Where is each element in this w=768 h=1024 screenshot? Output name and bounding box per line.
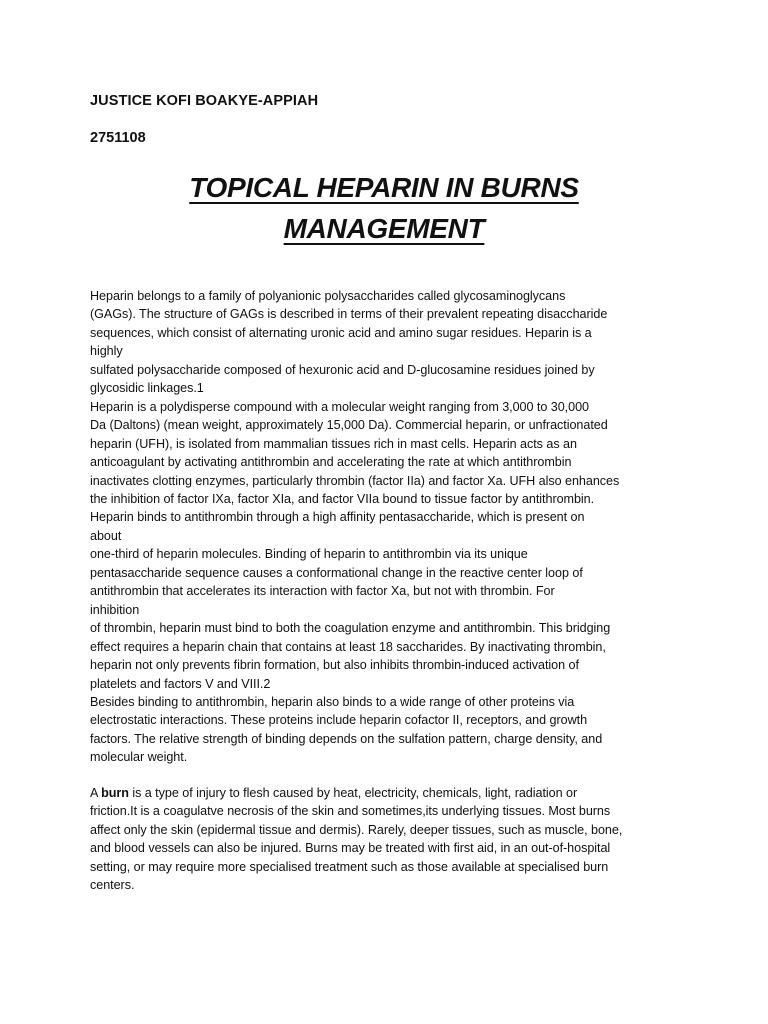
text-line: about xyxy=(90,528,122,543)
text-line: heparin not only prevents fibrin formation, but also inhibits thrombin-induced activation of xyxy=(90,658,579,673)
burn-prefix: A xyxy=(90,786,102,800)
text-line: Heparin belongs to a family of polyanionic polysaccharides called glycosaminoglycans xyxy=(90,289,566,303)
text-line: Besides binding to antithrombin, heparin also binds to a wide range of other proteins via xyxy=(90,694,575,709)
student-id: 2751108 xyxy=(90,130,146,146)
text-line: platelets and factors V and VIII.2 xyxy=(90,676,271,691)
text-line: Heparin binds to antithrombin through a high affinity pentasaccharide, which is present on xyxy=(90,510,585,525)
text-line: pentasaccharide sequence causes a conformational change in the reactive center loop of xyxy=(90,565,583,580)
text-line: glycosidic linkages.1 xyxy=(90,381,204,396)
burn-definition-start: is a type of injury to flesh caused by heat, electricity, chemicals, light, radiation or xyxy=(128,786,578,800)
document-title xyxy=(90,167,678,249)
title-line: TOPICAL HEPARIN IN BURNS xyxy=(189,172,579,203)
text-line xyxy=(90,784,690,802)
text-line: one-third of heparin molecules. Binding of heparin to antithrombin via its unique xyxy=(90,547,528,562)
title-line: MANAGEMENT xyxy=(283,213,485,244)
burn-term: burn xyxy=(101,786,129,800)
heparin-text xyxy=(90,287,690,767)
text-line: electrostatic interactions. These proteins include heparin cofactor II, receptors, and growth xyxy=(90,713,588,728)
text-line: setting, or may require more specialised treatment such as those available at specialised burn xyxy=(90,859,609,874)
heparin-section xyxy=(90,287,690,767)
text-line: and blood vessels can also be injured. Burns may be treated with first aid, in an out-of-hospital xyxy=(90,841,611,856)
text-line: antithrombin that accelerates its interaction with factor Xa, but not with thrombin. For xyxy=(90,584,555,599)
text-line: highly xyxy=(90,344,123,359)
text-line: inactivates clotting enzymes, particularly thrombin (factor IIa) and factor Xa. UFH also enhances xyxy=(90,473,620,488)
author-name: JUSTICE KOFI BOAKYE-APPIAH xyxy=(90,93,319,109)
text-line: molecular weight. xyxy=(90,750,188,765)
text-line: effect requires a heparin chain that contains at least 18 saccharides. By inactivating thrombin, xyxy=(90,639,606,654)
text-line: inhibition xyxy=(90,602,140,617)
text-line: anticoagulant by activating antithrombin and accelerating the rate at which antithrombin xyxy=(90,455,572,470)
text-line: factors. The relative strength of binding depends on the sulfation pattern, charge density, and xyxy=(90,731,603,746)
text-line: friction.It is a coagulatve necrosis of the skin and sometimes,its underlying tissues. Most burns xyxy=(90,804,611,819)
text-line: of thrombin, heparin must bind to both the coagulation enzyme and antithrombin. This bridging xyxy=(90,621,611,636)
burn-text xyxy=(90,784,690,895)
text-line: the inhibition of factor IXa, factor XIa, and factor VIIa bound to tissue factor by antithrombin. xyxy=(90,491,595,506)
burn-section xyxy=(90,784,690,895)
text-line: affect only the skin (epidermal tissue and dermis). Rarely, deeper tissues, such as muscle, bone, xyxy=(90,822,623,837)
text-line: sequences, which consist of alternating uronic acid and amino sugar residues. Heparin is a xyxy=(90,325,592,340)
text-line: (GAGs). The structure of GAGs is described in terms of their prevalent repeating disaccharide xyxy=(90,307,608,322)
text-line: sulfated polysaccharide composed of hexuronic acid and D-glucosamine residues joined by xyxy=(90,362,595,377)
text-line: centers. xyxy=(90,878,135,893)
text-line: Da (Daltons) (mean weight, approximately 15,000 Da). Commercial heparin, or unfractionated xyxy=(90,418,608,433)
text-line: heparin (UFH), is isolated from mammalian tissues rich in mast cells. Heparin acts as an xyxy=(90,436,577,451)
text-line: Heparin is a polydisperse compound with a molecular weight ranging from 3,000 to 30,000 xyxy=(90,399,589,414)
